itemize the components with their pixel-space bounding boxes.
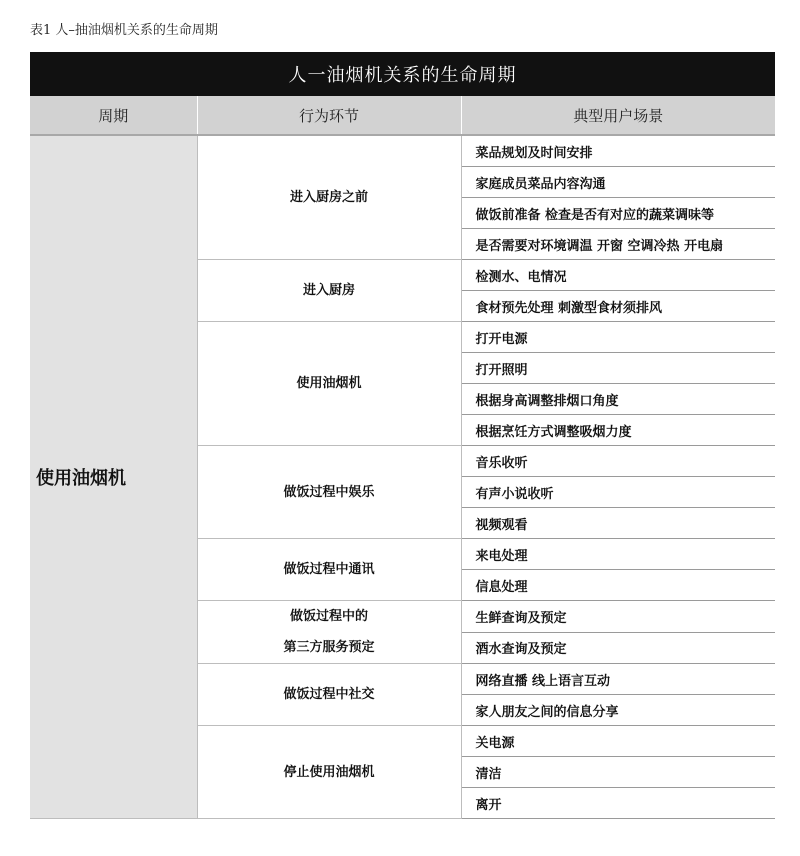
stage-label: 使用油烟机 bbox=[296, 376, 362, 391]
header-period: 周期 bbox=[30, 96, 197, 135]
table-row bbox=[30, 135, 775, 167]
scene-cell: 打开电源 bbox=[461, 322, 775, 353]
scene-cell: 根据烹饪方式调整吸烟力度 bbox=[461, 415, 775, 446]
stage-cell bbox=[197, 135, 461, 260]
scene-cell: 清洁 bbox=[461, 757, 775, 788]
header-scene: 典型用户场景 bbox=[461, 96, 775, 135]
header-stage: 行为环节 bbox=[197, 96, 461, 135]
scene-cell: 网络直播 线上语言互动 bbox=[461, 664, 775, 695]
stage-cell bbox=[197, 726, 461, 819]
scene-cell: 有声小说收听 bbox=[461, 477, 775, 508]
scene-cell: 检测水、电情况 bbox=[461, 260, 775, 291]
table-title: 人一油烟机关系的生命周期 bbox=[30, 52, 775, 96]
stage-cell bbox=[197, 260, 461, 322]
scene-cell: 食材预先处理 刺激型食材须排风 bbox=[461, 291, 775, 322]
table-caption: 表1 人–抽油烟机关系的生命周期 bbox=[30, 23, 218, 38]
stage-cell bbox=[197, 664, 461, 726]
period-cell: 使用油烟机 bbox=[30, 135, 197, 819]
stage-label: 第三方服务预定 bbox=[283, 640, 375, 655]
stage-cell bbox=[197, 601, 461, 664]
scene-cell: 家人朋友之间的信息分享 bbox=[461, 695, 775, 726]
scene-cell: 酒水查询及预定 bbox=[461, 632, 775, 664]
scene-cell: 来电处理 bbox=[461, 539, 775, 570]
scene-cell: 打开照明 bbox=[461, 353, 775, 384]
stage-cell bbox=[197, 322, 461, 446]
stage-label: 停止使用油烟机 bbox=[283, 764, 375, 780]
header-row bbox=[30, 96, 775, 135]
scene-cell: 关电源 bbox=[461, 726, 775, 757]
scene-cell: 做饭前准备 检查是否有对应的蔬菜调味等 bbox=[461, 198, 775, 229]
scene-cell: 是否需要对环境调温 开窗 空调冷热 开电扇 bbox=[461, 229, 775, 260]
lifecycle-table bbox=[30, 52, 775, 819]
stage-cell bbox=[197, 539, 461, 601]
stage-label: 进入厨房之前 bbox=[289, 190, 368, 205]
scene-cell: 信息处理 bbox=[461, 570, 775, 601]
scene-cell: 视频观看 bbox=[461, 508, 775, 539]
table-body bbox=[30, 135, 775, 819]
stage-label: 进入厨房 bbox=[302, 283, 355, 298]
stage-label: 做饭过程中娱乐 bbox=[283, 484, 375, 500]
scene-cell: 生鲜查询及预定 bbox=[461, 601, 775, 633]
scene-cell: 离开 bbox=[461, 788, 775, 819]
scene-cell: 音乐收听 bbox=[461, 446, 775, 477]
lifecycle-grid bbox=[30, 96, 775, 819]
stage-label: 做饭过程中的 bbox=[289, 609, 368, 624]
stage-label: 做饭过程中通讯 bbox=[283, 562, 375, 577]
stage-cell bbox=[197, 446, 461, 539]
scene-cell: 菜品规划及时间安排 bbox=[461, 135, 775, 167]
stage-label: 做饭过程中社交 bbox=[283, 687, 375, 702]
scene-cell: 家庭成员菜品内容沟通 bbox=[461, 167, 775, 198]
scene-cell: 根据身高调整排烟口角度 bbox=[461, 384, 775, 415]
